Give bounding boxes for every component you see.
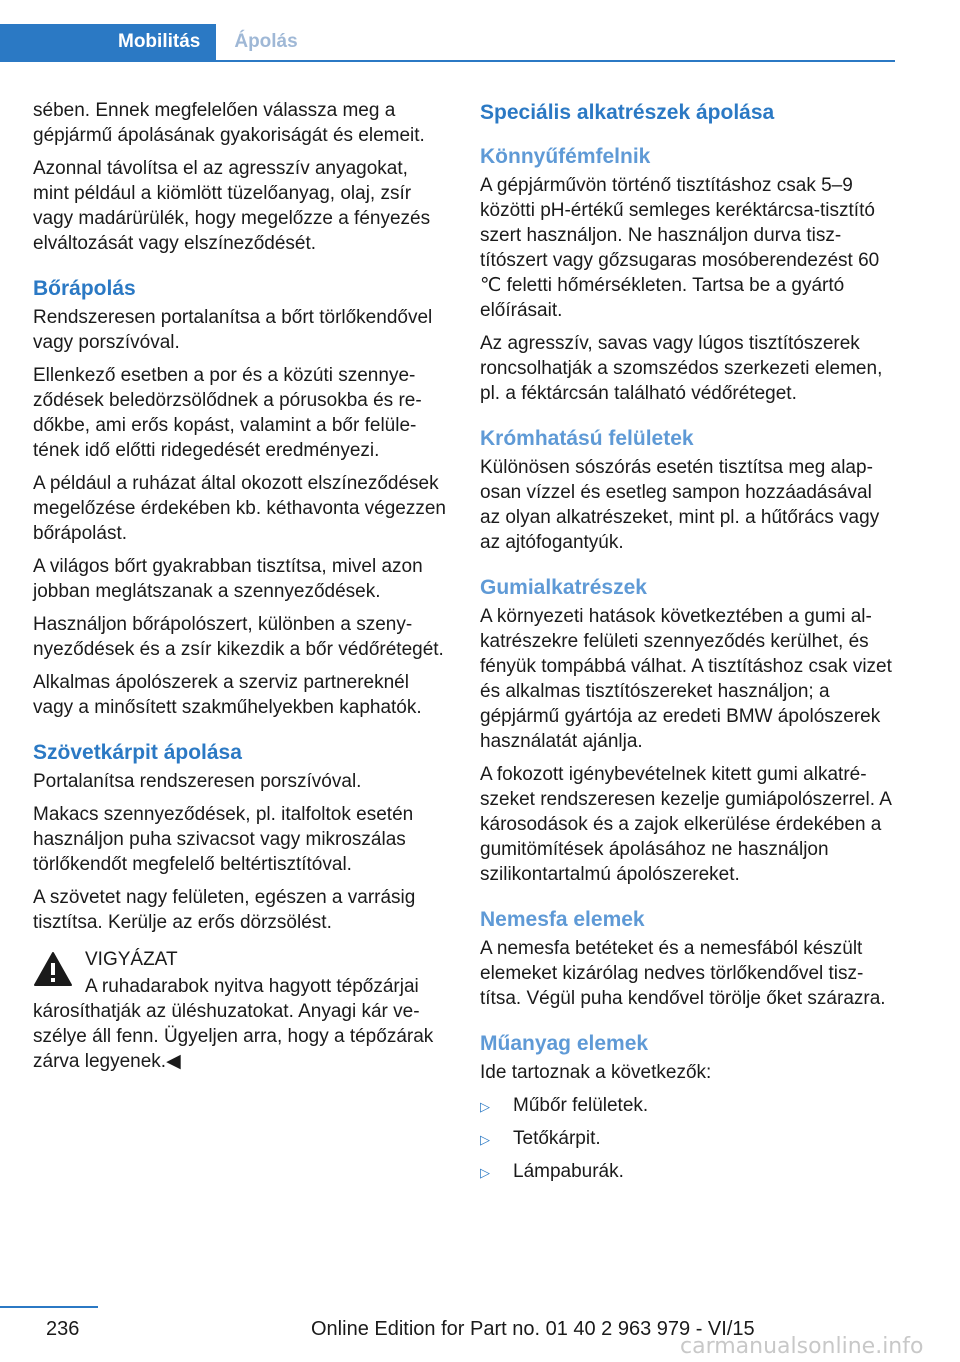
bullet-list	[480, 1093, 894, 1185]
header-tabs	[0, 24, 316, 60]
paragraph: Rendszeresen portalanítsa a bőrt törlőkendővel vagy porszívóval.	[33, 307, 433, 353]
footer-rule	[0, 1306, 98, 1308]
paragraph: Ide tartoznak a következők:	[480, 1062, 712, 1083]
watermark: carmanualsonline.info	[680, 1334, 924, 1359]
paragraph: Alkalmas ápolószerek a szerviz partnereknél vagy a minősített szakműhelyekben kaphatók.	[33, 672, 422, 718]
heading-fine-wood: Nemesfa elemek	[480, 908, 645, 931]
paragraph: sében. Ennek megfelelően válassza meg a gépjármű ápolásának gyakoriságát és elemeit.	[33, 100, 425, 146]
heading-chrome-surfaces: Krómhatású felületek	[480, 427, 694, 450]
list-item-text: Tetőkárpit.	[513, 1128, 601, 1149]
paragraph: A például a ruházat által okozott elszíneződések megelőzése érdekében kb. kéthavonta végezzen bőrápolást.	[33, 473, 446, 544]
warning-box	[33, 947, 447, 1074]
right-column	[480, 98, 894, 1192]
heading-leather-care: Bőrápolás	[33, 277, 136, 300]
paragraph: Portalanítsa rendszeresen porszívóval.	[33, 771, 362, 792]
left-column	[33, 98, 447, 1074]
paragraph: A fokozott igénybevételnek kitett gumi alkatrészeket rendszeresen kezelje gumiápolószerrel. A károsodások és a zajok elkerülése érdekében a gumitömítések ápolásához ne használjon szilikontartalmú ápolószereket.	[480, 764, 891, 885]
warning-title: VIGYÁZAT	[85, 949, 178, 970]
paragraph: A gépjárművön történő tisztításhoz csak 5–9 közötti pH-értékű semleges keréktárcsa-tisztító szert használjon. Ne használjon durva tisztítószert vagy gőzsugaras mosóberendezést 60 ℃ feletti hőmérsékleten. Tartsa be a gyártó előírásait.	[480, 175, 880, 321]
tab-mobilitas[interactable]: Mobilitás	[0, 24, 216, 60]
heading-special-parts: Speciális alkatrészek ápolása	[480, 101, 775, 124]
list-item-text: Lámpaburák.	[513, 1161, 624, 1182]
warning-triangle-icon	[33, 951, 73, 987]
edition-note: Online Edition for Part no. 01 40 2 963 979 - VI/15	[311, 1318, 755, 1340]
paragraph: Makacs szennyeződések, pl. italfoltok esetén használjon puha szivacsot vagy mikroszálas törlőkendőt megfelelő beltértisztítóval.	[33, 804, 414, 875]
heading-alloy-wheels: Könnyűfémfelnik	[480, 145, 651, 168]
page-number: 236	[46, 1318, 80, 1340]
list-item	[480, 1126, 894, 1152]
paragraph: Ellenkező esetben a por és a közúti szennyeződések beledörzsölődnek a pórusokba és redőkbe, ami erős kopást, valamint a bőr felületének idő előtti ridegedését eredményezi.	[33, 365, 422, 461]
paragraph: Használjon bőrápolószert, különben a szenynyeződések és a zsír kikezdik a bőr védőrétegét.	[33, 614, 444, 660]
list-item	[480, 1093, 894, 1119]
paragraph: A világos bőrt gyakrabban tisztítsa, mivel azon jobban meglátszanak a szennyeződések.	[33, 556, 423, 602]
paragraph: Különösen sószórás esetén tisztítsa meg alaposan vízzel és esetleg sampon hozzáadásával az olyan alkatrészeket, mint pl. a hűtőrács vagy az ajtófogantyúk.	[480, 457, 880, 553]
list-item-text: Műbőr felületek.	[513, 1095, 649, 1116]
list-item	[480, 1159, 894, 1185]
paragraph: A környezeti hatások következtében a gumi alkatrészekre felületi szennyeződés kerülhet, és fényük tompábbá válhat. A tisztításhoz csak vizet és alkalmas tisztítószereket használjon; a gépjármű gyártója az eredeti BMW ápolószerek használatát ajánlja.	[480, 606, 892, 752]
triangle-bullet-icon: ▷	[480, 1165, 490, 1180]
warning-text: A ruhadarabok nyitva hagyott tépőzárjai károsíthatják az üléshuzatokat. Anyagi kár veszélye áll fenn. Ügyeljen arra, hogy a tépőzárak zárva legyenek.◀	[33, 976, 434, 1072]
heading-fabric-care: Szövetkárpit ápolása	[33, 741, 242, 764]
heading-plastic-parts: Műanyag elemek	[480, 1032, 649, 1055]
tab-apolas[interactable]: Ápolás	[234, 31, 298, 52]
heading-rubber-parts: Gumialkatrészek	[480, 576, 647, 599]
triangle-bullet-icon: ▷	[480, 1132, 490, 1147]
paragraph: A nemesfa betéteket és a nemesfából készült elemeket kizárólag nedves törlőkendővel tisztítsa. Végül puha kendővel törölje őket szárazra.	[480, 938, 886, 1009]
triangle-bullet-icon: ▷	[480, 1099, 490, 1114]
paragraph: A szövetet nagy felületen, egészen a varrásig tisztítsa. Kerülje az erős dörzsölést.	[33, 887, 416, 933]
paragraph: Azonnal távolítsa el az agresszív anyagokat, mint például a kiömlött tüzelőanyag, olaj, zsír vagy madárürülék, hogy megelőzze a fényezés elváltozását vagy elszíneződését.	[33, 158, 431, 254]
header-rule	[0, 60, 895, 62]
paragraph: Az agresszív, savas vagy lúgos tisztítószerek roncsolhatják a szomszédos szerkezeti elemen, pl. a féktárcsán található védőréteget.	[480, 333, 883, 404]
